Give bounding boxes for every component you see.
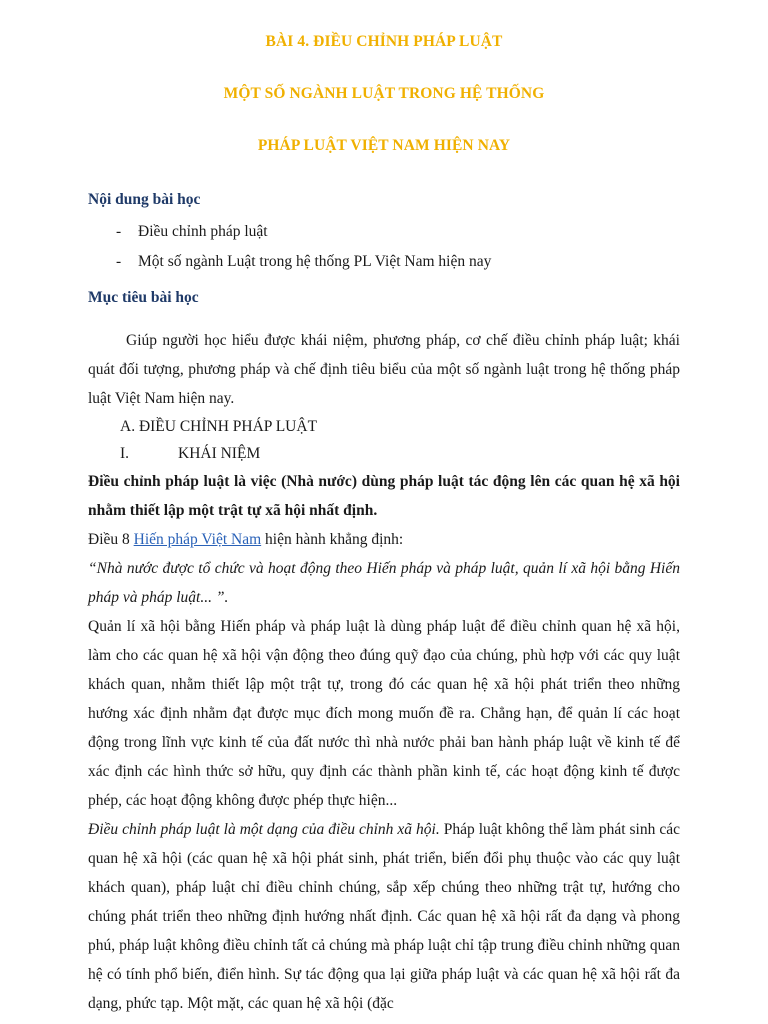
- dash-marker: -: [116, 253, 122, 270]
- article-line: [88, 525, 680, 554]
- section-i-title: KHÁI NIỆM: [178, 445, 261, 462]
- article-prefix: Điều 8: [88, 531, 134, 548]
- body-paragraph-2: Quản lí xã hội bằng Hiến pháp và pháp luật là dùng pháp luật để điều chỉnh quan hệ xã hội, làm cho các quan hệ xã hội vận động theo đúng quỹ đạo của chúng, phù hợp với các quy luật khách quan, nhằm thiết lập một trật tự, trong đó các quan hệ xã hội phát triển theo những hướng xác định nhằm đạt được mục đích mong muốn đề ra. Chẳng hạn, để quản lí các hoạt động trong lĩnh vực kinh tế của đất nước thì nhà nước phải ban hành pháp luật về kinh tế để xác định các hình thức sở hữu, quy định các thành phần kinh tế, các hoạt động kinh tế được phép, các hoạt động không được phép thực hiện...: [88, 618, 680, 809]
- definition-paragraph: Điều chỉnh pháp luật là việc (Nhà nước) dùng pháp luật tác động lên các quan hệ xã hội nhằm thiết lập một trật tự xã hội nhất định.: [88, 473, 680, 519]
- section-i-heading: [120, 440, 680, 467]
- list-item: [116, 253, 680, 271]
- title-line-2: MỘT SỐ NGÀNH LUẬT TRONG HỆ THỐNG: [223, 85, 545, 102]
- list-item-text: Một số ngành Luật trong hệ thống PL Việt Nam hiện nay: [138, 253, 492, 270]
- constitution-link[interactable]: Hiến pháp Việt Nam: [133, 531, 262, 548]
- content-list: [88, 223, 680, 271]
- list-item-text: Điều chỉnh pháp luật: [138, 223, 268, 240]
- quote-paragraph: “Nhà nước được tổ chức và hoạt động theo Hiến pháp và pháp luật, quản lí xã hội bằng Hiến pháp và pháp luật... ”.: [88, 560, 680, 606]
- list-item: [116, 223, 680, 241]
- title-line-1: BÀI 4. ĐIỀU CHỈNH PHÁP LUẬT: [265, 33, 503, 50]
- section-i-number: I.: [120, 445, 130, 462]
- section-a-heading: A. ĐIỀU CHỈNH PHÁP LUẬT: [120, 418, 318, 435]
- goal-paragraph: Giúp người học hiểu được khái niệm, phương pháp, cơ chế điều chỉnh pháp luật; khái quát đối tượng, phương pháp và chế định tiêu biểu của một số ngành luật trong hệ thống pháp luật Việt Nam hiện nay.: [88, 332, 680, 407]
- paragraph-3-lead: Điều chỉnh pháp luật là một dạng của điều chỉnh xã hội.: [88, 821, 440, 838]
- body-paragraph-3: [88, 815, 680, 1018]
- title-line-3: PHÁP LUẬT VIỆT NAM HIỆN NAY: [257, 137, 511, 154]
- goal-heading: Mục tiêu bài học: [88, 289, 199, 306]
- article-suffix: hiện hành khẳng định:: [261, 531, 404, 548]
- dash-marker: -: [116, 223, 122, 240]
- content-heading: Nội dung bài học: [88, 191, 201, 208]
- paragraph-3-rest: Pháp luật không thể làm phát sinh các quan hệ xã hội (các quan hệ xã hội phát sinh, phát triển, biến đổi phụ thuộc vào các quy luật khách quan), pháp luật chỉ điều chỉnh chúng, sắp xếp chúng theo những trật tự, hướng cho chúng phát triển theo những định hướng nhất định. Các quan hệ xã hội rất đa dạng và phong phú, pháp luật không điều chỉnh tất cả chúng mà pháp luật chỉ tập trung điều chỉnh những quan hệ có tính phổ biến, điển hình. Sự tác động qua lại giữa pháp luật và các quan hệ xã hội rất đa dạng, phức tạp. Một mặt, các quan hệ xã hội (đặc: [88, 821, 680, 1012]
